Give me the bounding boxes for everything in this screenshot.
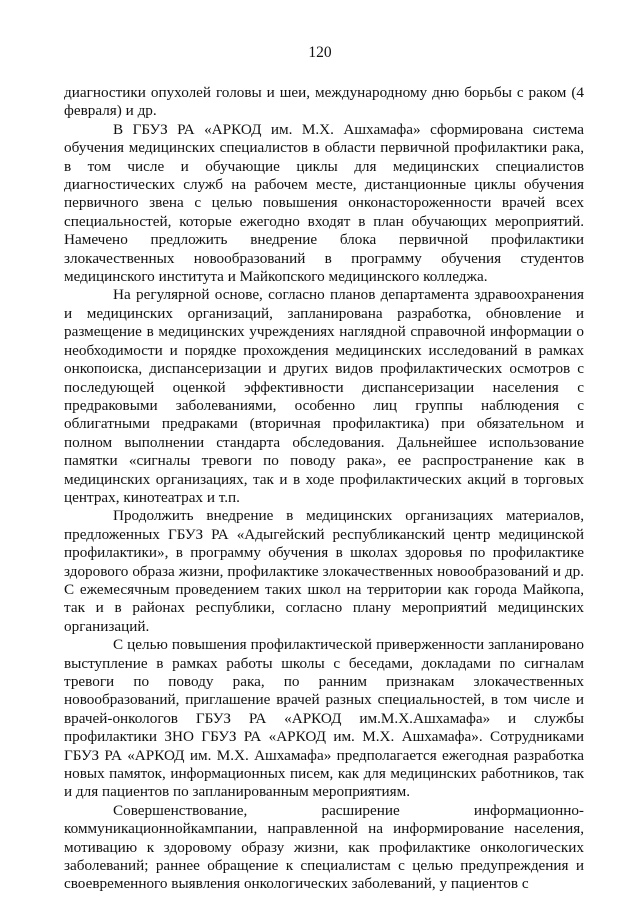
paragraph-reference-information: На регулярной основе, согласно планов департамента здравоохранения и медицинских организаций, запланирована разработка, обновление и размещение в медицинских учреждениях наглядной справочной информации о необходимости и порядке прохождения медицинских исследований в рамках онкопоиска, диспансеризации и других видов профилактических осмотров с последующей оценкой эффективности диспансеризации населения с предраковыми заболеваниями, особенно лиц группы наблюдения с облигатными предраками (вторичная профилактика) при обязательном и полном выполнении стандарта обследования. Дальнейшее использование памятки «сигналы тревоги по поводу рака», ее распространение как в медицинских организациях, так и в ходе профилактических акций в торговых центрах, кинотеатрах и т.п. (64, 286, 584, 506)
paragraph-information-campaign: Совершенствование, расширение информационно-коммуникационнойкампании, направленной на информирование населения, мотивацию к здоровому образу жизни, как профилактике онкологических заболеваний; раннее обращение к специалистам с целью предупреждения и своевременного выявления онкологических заболеваний, у пациентов с (64, 801, 584, 893)
paragraph-health-schools: Продолжить внедрение в медицинских организациях материалов, предложенных ГБУЗ РА «Адыгейский республиканский центр медицинской профилактики», в программу обучения в школах здоровья по профилактике здорового образа жизни, профилактике злокачественных новообразований и др. С ежемесячным проведением таких школ на территории как города Майкопа, так и в районах республики, согласно плану мероприятий медицинских организаций. (64, 507, 584, 635)
page-number: 120 (308, 44, 332, 61)
paragraph-continuation: диагностики опухолей головы и шеи, международному дню борьбы с раком (4 февраля) и др. (64, 84, 584, 120)
paragraph-training-system: В ГБУЗ РА «АРКОД им. М.Х. Ашхамафа» сформирована система обучения медицинских специалистов в области первичной профилактики рака, в том числе и обучающие циклы для медицинских специалистов диагностических служб на рабочем месте, дистанционные циклы обучения первичного звена с целью повышения онконастороженности врачей всех специальностей, которые ежегодно входят в план обучающих мероприятий. Намечено предложить внедрение блока первичной профилактики злокачественных новообразований в программу обучения студентов медицинского института и Майкопского медицинского колледжа. (64, 120, 584, 286)
paragraph-prevention-commitment: С целью повышения профилактической приверженности запланировано выступление в рамках работы школы с беседами, докладами по сигналам тревоги по поводу рака, по ранним признакам злокачественных новообразований, приглашение врачей разных специальностей, в том числе и врачей-онкологов ГБУЗ РА «АРКОД им.М.Х.Ашхамафа» и службы профилактики ЗНО ГБУЗ РА «АРКОД им. М.Х. Ашхамафа». Сотрудниками ГБУЗ РА «АРКОД им. М.Х. Ашхамафа» предполагается ежегодная разработка новых памяток, информационных писем, как для медицинских работников, так и для пациентов по запланированным мероприятиям. (64, 636, 584, 801)
document-body (64, 84, 584, 894)
